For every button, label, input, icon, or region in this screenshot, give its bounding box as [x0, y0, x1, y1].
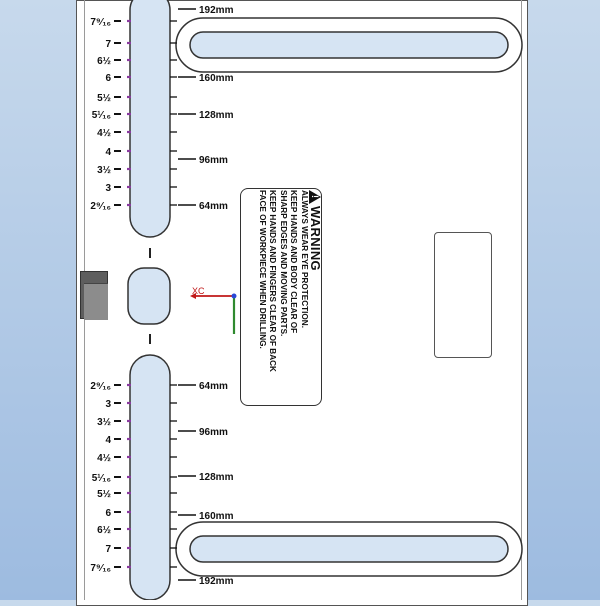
top-mm-label-2: [199, 110, 234, 121]
bottom-inch-label-7: [105, 508, 111, 519]
svg-text:160mm: 160mm: [199, 511, 234, 522]
warning-line-2: KEEP HANDS AND BODY CLEAR OF: [289, 190, 299, 334]
top-mm-label-3: [199, 155, 228, 166]
warning-title: [308, 190, 324, 404]
svg-text:3: 3: [105, 183, 111, 194]
top-inch-label-8: [97, 165, 111, 176]
svg-text:4: 4: [105, 435, 111, 446]
svg-text:5½: 5½: [97, 489, 111, 500]
svg-text:5½: 5½: [97, 93, 111, 104]
svg-text:6: 6: [105, 73, 111, 84]
bottom-mm-label-4: [199, 576, 234, 587]
svg-text:96mm: 96mm: [199, 155, 228, 166]
bottom-vertical-slot: [130, 355, 170, 600]
svg-text:3½: 3½: [97, 165, 111, 176]
svg-text:64mm: 64mm: [199, 381, 228, 392]
svg-text:192mm: 192mm: [199, 576, 234, 587]
top-inch-label-4: [97, 93, 111, 104]
top-inch-label-5: [92, 110, 111, 121]
svg-text:6½: 6½: [97, 525, 111, 536]
svg-text:7: 7: [105, 544, 111, 555]
svg-text:160mm: 160mm: [199, 73, 234, 84]
warning-line-5: FACE OF WORKPIECE WHEN DRILLING.: [258, 190, 267, 349]
bottom-mm-label-1: [199, 427, 228, 438]
svg-text:3½: 3½: [97, 417, 111, 428]
bottom-horizontal-slot: [190, 536, 508, 562]
top-inch-label-6: [97, 128, 111, 139]
bottom-inch-label-6: [97, 489, 111, 500]
bottom-inch-label-0: [90, 381, 111, 392]
svg-text:2⁹⁄₁₆: 2⁹⁄₁₆: [90, 201, 111, 212]
warning-text-block: [241, 190, 324, 404]
svg-text:128mm: 128mm: [199, 472, 234, 483]
top-inch-label-1: [105, 39, 111, 50]
svg-text:6½: 6½: [97, 56, 111, 67]
svg-text:7⁹⁄₁₆: 7⁹⁄₁₆: [90, 563, 111, 574]
warning-line-3: SHARP EDGES AND MOVING PARTS.: [279, 190, 288, 337]
warning-triangle-icon: [309, 190, 321, 204]
svg-text:6: 6: [105, 508, 111, 519]
svg-text:4½: 4½: [97, 453, 111, 464]
warning-line-4: KEEP HANDS AND FINGERS CLEAR OF BACK: [268, 190, 278, 372]
top-inch-label-3: [105, 73, 111, 84]
top-mm-label-0: [199, 5, 234, 16]
bottom-mm-label-3: [199, 511, 234, 522]
svg-text:7: 7: [105, 39, 111, 50]
axis-label: XC: [192, 286, 205, 296]
center-window: [128, 268, 170, 324]
svg-text:128mm: 128mm: [199, 110, 234, 121]
svg-text:96mm: 96mm: [199, 427, 228, 438]
top-inch-label-10: [90, 201, 111, 212]
bottom-inch-label-2: [97, 417, 111, 428]
warning-label: [240, 188, 322, 406]
top-inch-label-2: [97, 56, 111, 67]
svg-text:4½: 4½: [97, 128, 111, 139]
bottom-inch-label-10: [90, 563, 111, 574]
svg-text:3: 3: [105, 399, 111, 410]
svg-text:7⁹⁄₁₆: 7⁹⁄₁₆: [90, 17, 111, 28]
bottom-mm-label-0: [199, 381, 228, 392]
svg-text:64mm: 64mm: [199, 201, 228, 212]
svg-text:5¹⁄₁₆: 5¹⁄₁₆: [91, 110, 111, 121]
top-mm-label-1: [199, 73, 234, 84]
warning-line-1: ALWAYS WEAR EYE PROTECTION.: [300, 190, 309, 328]
origin-marker: [232, 294, 237, 299]
svg-text:2⁹⁄₁₆: 2⁹⁄₁₆: [90, 381, 111, 392]
top-inch-label-9: [105, 183, 111, 194]
bottom-inch-label-5: [92, 473, 111, 484]
bottom-mm-label-2: [199, 472, 234, 483]
bottom-inch-label-9: [105, 544, 111, 555]
svg-text:4: 4: [105, 147, 111, 158]
svg-text:192mm: 192mm: [199, 5, 234, 16]
top-inch-label-0: [90, 17, 111, 28]
top-horizontal-slot: [190, 32, 508, 58]
bottom-inch-label-8: [97, 525, 111, 536]
side-rect-window: [434, 232, 492, 358]
top-vertical-slot: [130, 0, 170, 237]
bottom-inch-label-3: [105, 435, 111, 446]
top-inch-label-7: [105, 147, 111, 158]
svg-text:5¹⁄₁₆: 5¹⁄₁₆: [91, 473, 111, 484]
warning-title-text: WARNING: [308, 206, 324, 271]
bottom-inch-label-1: [105, 399, 111, 410]
bottom-inch-label-4: [97, 453, 111, 464]
top-mm-label-4: [199, 201, 228, 212]
